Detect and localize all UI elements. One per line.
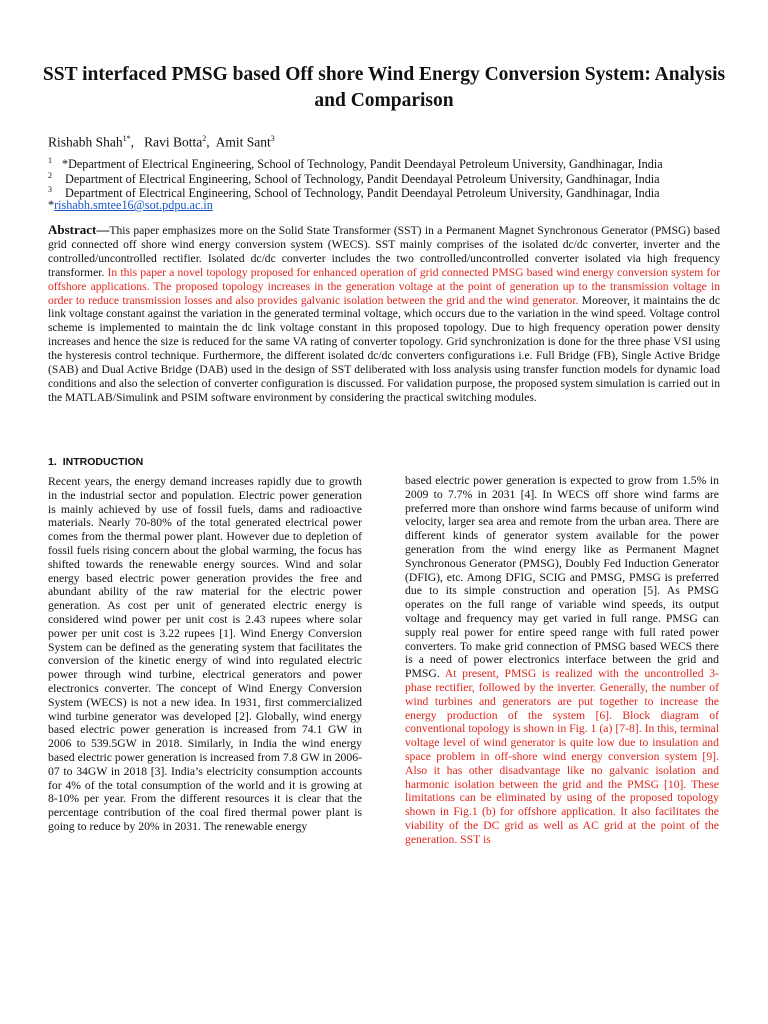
email-link[interactable]: rishabh.smtee16@sot.pdpu.ac.in (54, 198, 213, 212)
body-highlight: At present, PMSG is realized with the uncontrolled 3-phase rectifier, followed by the inverter. Generally, the number of wind turbines and generators are put together to increase the energy production of the system [6]. Block diagram of conventional topology is shown in Fig. 1 (a) [7-8]. In this, terminal voltage level of wind generator is quite low due to insulation and space problem in off-shore wind energy conversion system [9]. Also it has other disadvantage like no galvanic isolation and harmonic isolation between the grid and the PMSG [10]. These limitations can be eliminated by using of the proposed topology shown in Fig.1 (b) for offshore application. It also facilitates the viability of the DC grid as well as AC grid at the point of the generation. SST is (405, 667, 719, 846)
abstract-text: Moreover, it maintains the dc link voltage constant against the variation in the generated terminal voltage, which occurs due to the variation in the wind speed. Voltage control scheme is implemented to maintain the dc link voltage constant in this proposed topology. Due to high frequency operation power density increases and hence the size is reduced for the same VA rating of converter topology. Grid synchronization is done for the three phase VSI using the hysteresis control technique. Furthermore, the different isolated dc/dc converters configurations i.e. Full Bridge (FB), Single Active Bridge (SAB) and Dual Active Bridge (DAB) used in the design of SST deliberated with loss analysis using transfer function models for dynamic load conditions and also the selection of converter configuration is discussed. For validation purpose, the proposed system simulation is carried out in the MATLAB/Simulink and PSIM software environment by considering the practical switching modules. (48, 293, 720, 404)
section-title: INTRODUCTION (62, 456, 144, 468)
corresponding-email (48, 198, 213, 213)
abstract-highlight: In this paper a novel topology proposed for enhanced operation of grid connected PMSG based wind energy conversion system for offshore applications. The proposed topology increases in the generation voltage at the point of generation up to the transmission voltage in order to reduce transmission losses and also provides galvanic isolation between the grid and the wind generator. (48, 265, 720, 307)
author-name: Rishabh Shah (48, 134, 123, 150)
author-mark: 1* (122, 134, 131, 143)
abstract-text: This paper emphasizes more on the Solid State Transformer (SST) in a Permanent Magnet Synchronous Generator (PMSG) based grid connected off shore wind energy conversion system (WECS). SST mainly comprises of the isolated dc/dc converter, inverter and the controlled/uncontrolled rectifier. Isolated dc/dc converter includes the two controlled/uncontrolled converter isolated via high frequency transformer. (48, 224, 720, 279)
paper-title: SST interfaced PMSG based Off shore Wind Energy Conversion System: Analysis and Comparison (42, 64, 726, 111)
affiliation-mark: 3 (48, 185, 52, 194)
email-prefix: * (48, 198, 55, 212)
affiliation-text: Department of Electrical Engineering, School of Technology, Pandit Deendayal Petroleum University, Gandhinagar, India (62, 172, 660, 187)
abstract-heading: Abstract— (48, 222, 110, 237)
affiliation-text: *Department of Electrical Engineering, School of Technology, Pandit Deendayal Petroleum University, Gandhinagar, India (62, 157, 663, 172)
body-column-right (405, 474, 719, 847)
author-mark: 2 (202, 134, 207, 143)
author-name: Ravi Botta (144, 134, 203, 150)
author-name: Amit Sant (215, 134, 271, 150)
body-text: based electric power generation is expected to grow from 1.5% in 2009 to 7.7% in 2031 [4]. In WECS off shore wind farms are preferred more than onshore wind farms because of uniform wind velocity, larger sea area and remote from the urban area. There are different kinds of generator system available for the power generation from the wind energy like as Permanent Magnet Synchronous Generator (PMSG), Doubly Fed Induction Generator (DFIG), etc. Among DFIG, SCIG and PMSG, PMSG is preferred due to its simple construction and operation [5]. As PMSG operates on the full range of variable wind speeds, its output voltage and frequency may get varied in full range. PMSG can supply real power for entire speed range with full rated power converters. To make grid connection of PMSG based WECS there is a need of power electronics interface between the grid and PMSG. (405, 474, 719, 681)
affiliation-mark: 1 (48, 156, 52, 165)
abstract (48, 223, 720, 405)
section-heading (48, 456, 143, 468)
author-list: Rishabh Shah$^{1*}$, Ravi Botta$^2$, Amit Sant$^3$ (48, 134, 275, 150)
affiliation-mark: 2 (48, 171, 52, 180)
body-column-left: Recent years, the energy demand increases rapidly due to growth in the industrial sector and population. Electric power generation is mainly achieved by use of fossil fuels, dams and radioactive materials. Nearly 70-80% of the total generated electrical power comes from the thermal power plant. However due to depletion of fossil fuels rising concern about the global warming, the focus has shifted towards the renewable energy sources. Wind and solar energy based electric power generation provides the free and abundant ability of the raw material for the electric power generation. As cost per unit of generated electric energy is considered wind power per unit cost is 2.43 rupees where solar power per unit cost is 3.22 rupees [1]. Wind Energy Conversion System can be defined as the generating system that facilitates the conversion of the kinetic energy of wind into regulated electric power through wind turbine, electrical generators and power electronics converter. The concept of Wind Energy Conversion System (WECS) is not a new idea. In 1931, first commercialized wind turbine generator was developed [2]. Globally, wind energy based electric power generation is increased from 74.1 GW in 2006 to 539.5GW in 2018. Similarly, in India the wind energy based electric power generation is increased from 7.8 GW in 2006-07 to 34GW in 2018 [3]. India’s electricity consumption accounts for 4% of the total consumption of the world and it is growing at 8-10% per year. From the different resources it is clear that the percentage contribution of the coal fired thermal power plant is going to reduce by 20% in 2031. The renewable energy (48, 475, 362, 833)
affiliation-text: Department of Electrical Engineering, School of Technology, Pandit Deendayal Petroleum University, Gandhinagar, India (62, 186, 660, 201)
author-mark: 3 (270, 134, 275, 143)
section-number: 1. (48, 456, 57, 468)
